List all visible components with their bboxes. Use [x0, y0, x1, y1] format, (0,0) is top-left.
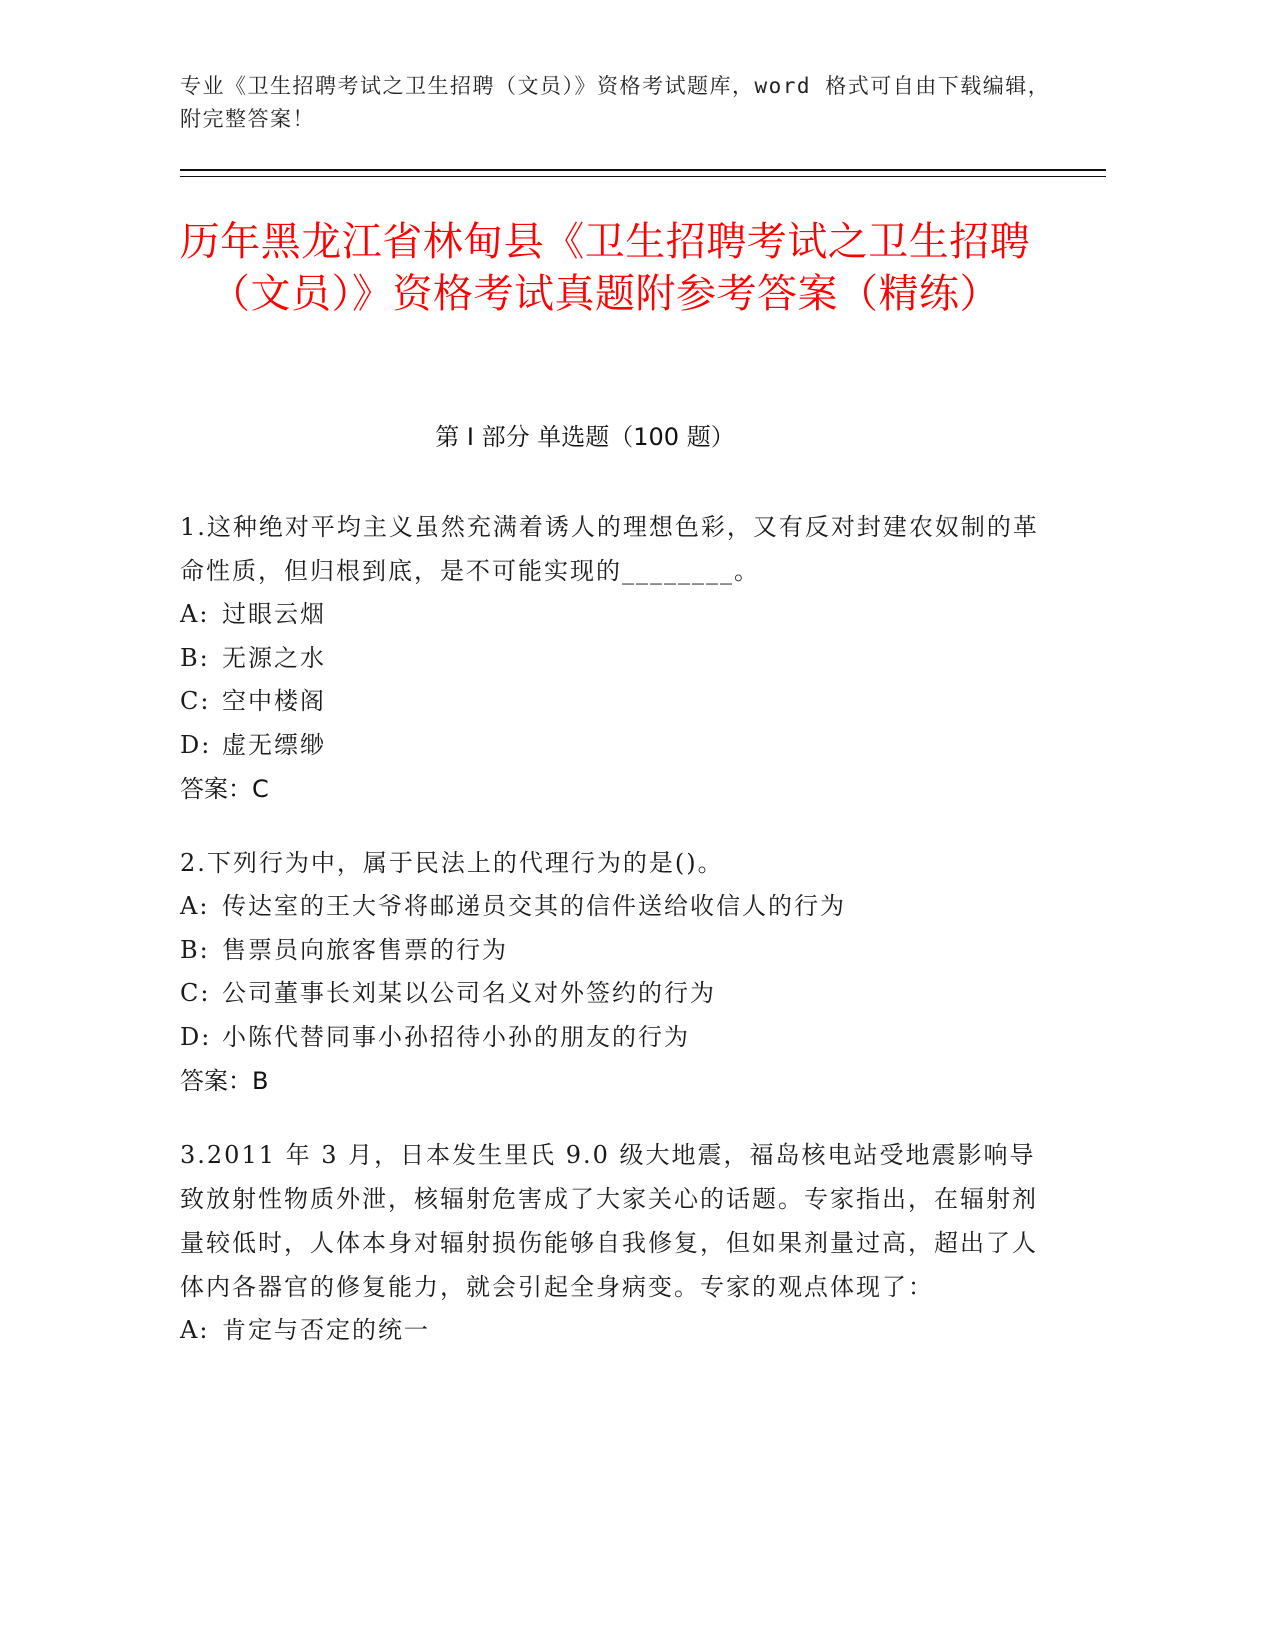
option-key: B:	[180, 643, 210, 672]
option-text: 过眼云烟	[222, 600, 326, 628]
question-stem: 2.下列行为中，属于民法上的代理行为的是()。	[180, 849, 724, 877]
option-key: A:	[180, 1316, 210, 1344]
option-key: C:	[180, 687, 211, 715]
option-d	[180, 724, 1040, 768]
option-text: 无源之水	[222, 643, 326, 672]
option-text: 肯定与否定的统一	[222, 1316, 430, 1344]
option-b	[180, 637, 1040, 681]
option-key: A:	[180, 600, 210, 628]
option-c	[180, 972, 1040, 1016]
option-text: 空中楼阁	[222, 687, 326, 715]
header-note: 专业《卫生招聘考试之卫生招聘（文员）》资格考试题库，word 格式可自由下载编辑，附完整答案！	[180, 74, 1051, 131]
option-text: 售票员向旅客售票的行为	[222, 935, 508, 964]
question-2	[180, 841, 1040, 1103]
answer-line: 答案：B	[180, 1067, 269, 1095]
option-text: 传达室的王大爷将邮递员交其的信件送给收信人的行为	[222, 892, 846, 920]
option-c	[180, 680, 1040, 724]
option-b	[180, 929, 1040, 973]
question-list	[180, 505, 1040, 1383]
option-text: 公司董事长刘某以公司名义对外签约的行为	[222, 979, 716, 1007]
option-key: A:	[180, 892, 210, 920]
section-heading: 第 I 部分 单选题（100 题）	[435, 423, 735, 451]
question-stem: 3.2011 年 3 月，日本发生里氏 9.0 级大地震，福岛核电站受地震影响导致放射性物质外泄，核辐射危害成了大家关心的话题。专家指出，在辐射剂量较低时，人体本身对辐射损伤能够自我修复，但如果剂量过高，超出了人体内各器官的修复能力，就会引起全身病变。专家的观点体现了：	[180, 1141, 1038, 1301]
question-3	[180, 1133, 1040, 1353]
option-a	[180, 593, 1040, 637]
header-divider-thin	[180, 176, 1106, 177]
answer-line: 答案：C	[180, 775, 269, 803]
option-text: 虚无缥缈	[222, 730, 326, 759]
header-divider-thick	[180, 169, 1106, 171]
option-d	[180, 1016, 1040, 1060]
question-1	[180, 505, 1040, 811]
option-key: C:	[180, 979, 211, 1007]
option-key: D:	[180, 730, 212, 759]
option-a	[180, 885, 1040, 929]
option-text: 小陈代替同事小孙招待小孙的朋友的行为	[222, 1022, 690, 1051]
document-title: 历年黑龙江省林甸县《卫生招聘考试之卫生招聘（文员）》资格考试真题附参考答案（精练）	[179, 219, 1031, 317]
option-key: D:	[180, 1022, 212, 1051]
question-stem: 1.这种绝对平均主义虽然充满着诱人的理想色彩，又有反对封建农奴制的革命性质，但归根到底，是不可能实现的________。	[180, 513, 1039, 585]
option-a	[180, 1309, 1040, 1353]
option-key: B:	[180, 935, 210, 964]
